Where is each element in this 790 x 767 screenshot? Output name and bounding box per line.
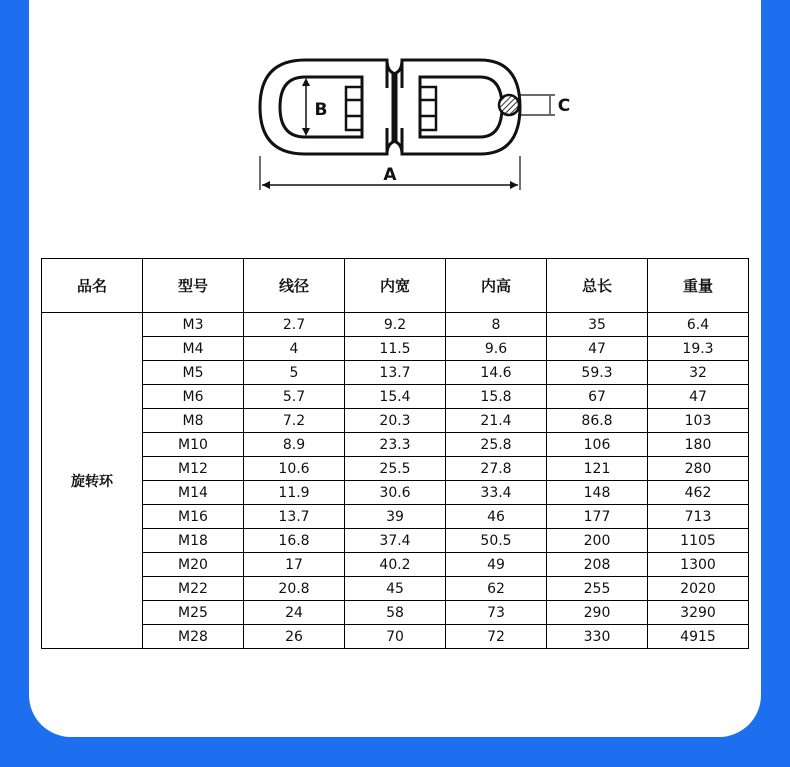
model-cell: M28 bbox=[143, 625, 244, 649]
label-b: B bbox=[314, 100, 328, 120]
label-a: A bbox=[383, 165, 397, 185]
weight-cell: 462 bbox=[648, 481, 749, 505]
inner-height-cell: 15.8 bbox=[446, 385, 547, 409]
model-cell: M6 bbox=[143, 385, 244, 409]
header-total-length: 总长 bbox=[547, 259, 648, 313]
table-row bbox=[42, 337, 749, 361]
weight-cell: 6.4 bbox=[648, 313, 749, 337]
wire-diameter-cell: 4 bbox=[244, 337, 345, 361]
header-inner-width: 内宽 bbox=[345, 259, 446, 313]
inner-width-cell: 13.7 bbox=[345, 361, 446, 385]
inner-height-cell: 14.6 bbox=[446, 361, 547, 385]
weight-cell: 3290 bbox=[648, 601, 749, 625]
table-row bbox=[42, 385, 749, 409]
inner-height-cell: 33.4 bbox=[446, 481, 547, 505]
weight-cell: 103 bbox=[648, 409, 749, 433]
inner-width-cell: 25.5 bbox=[345, 457, 446, 481]
wire-diameter-cell: 11.9 bbox=[244, 481, 345, 505]
wire-diameter-cell: 5.7 bbox=[244, 385, 345, 409]
total-length-cell: 177 bbox=[547, 505, 648, 529]
inner-width-cell: 23.3 bbox=[345, 433, 446, 457]
total-length-cell: 47 bbox=[547, 337, 648, 361]
model-cell: M14 bbox=[143, 481, 244, 505]
wire-diameter-cell: 2.7 bbox=[244, 313, 345, 337]
inner-height-cell: 73 bbox=[446, 601, 547, 625]
wire-diameter-cell: 5 bbox=[244, 361, 345, 385]
inner-height-cell: 49 bbox=[446, 553, 547, 577]
total-length-cell: 86.8 bbox=[547, 409, 648, 433]
swivel-shaft bbox=[387, 60, 402, 154]
total-length-cell: 200 bbox=[547, 529, 648, 553]
inner-width-cell: 11.5 bbox=[345, 337, 446, 361]
weight-cell: 2020 bbox=[648, 577, 749, 601]
spec-table bbox=[41, 258, 749, 649]
inner-width-cell: 58 bbox=[345, 601, 446, 625]
total-length-cell: 121 bbox=[547, 457, 648, 481]
total-length-cell: 148 bbox=[547, 481, 648, 505]
total-length-cell: 290 bbox=[547, 601, 648, 625]
total-length-cell: 330 bbox=[547, 625, 648, 649]
header-product-name: 品名 bbox=[42, 259, 143, 313]
table-row bbox=[42, 529, 749, 553]
inner-height-cell: 21.4 bbox=[446, 409, 547, 433]
wire-diameter-cell: 16.8 bbox=[244, 529, 345, 553]
table-row bbox=[42, 505, 749, 529]
weight-cell: 47 bbox=[648, 385, 749, 409]
total-length-cell: 35 bbox=[547, 313, 648, 337]
model-cell: M12 bbox=[143, 457, 244, 481]
inner-height-cell: 25.8 bbox=[446, 433, 547, 457]
total-length-cell: 67 bbox=[547, 385, 648, 409]
inner-width-cell: 37.4 bbox=[345, 529, 446, 553]
inner-height-cell: 27.8 bbox=[446, 457, 547, 481]
table-body bbox=[42, 313, 749, 649]
header-row bbox=[42, 259, 749, 313]
table-row bbox=[42, 553, 749, 577]
table-row bbox=[42, 577, 749, 601]
label-c: C bbox=[557, 96, 571, 116]
weight-cell: 280 bbox=[648, 457, 749, 481]
header-model: 型号 bbox=[143, 259, 244, 313]
model-cell: M8 bbox=[143, 409, 244, 433]
total-length-cell: 59.3 bbox=[547, 361, 648, 385]
inner-width-cell: 9.2 bbox=[345, 313, 446, 337]
model-cell: M18 bbox=[143, 529, 244, 553]
model-cell: M25 bbox=[143, 601, 244, 625]
inner-width-cell: 30.6 bbox=[345, 481, 446, 505]
inner-height-cell: 9.6 bbox=[446, 337, 547, 361]
model-cell: M10 bbox=[143, 433, 244, 457]
left-nut bbox=[346, 87, 362, 130]
table-row bbox=[42, 481, 749, 505]
table-row bbox=[42, 361, 749, 385]
table-row bbox=[42, 625, 749, 649]
inner-width-cell: 39 bbox=[345, 505, 446, 529]
wire-diameter-cell: 7.2 bbox=[244, 409, 345, 433]
table-row bbox=[42, 409, 749, 433]
table-row bbox=[42, 313, 749, 337]
model-cell: M20 bbox=[143, 553, 244, 577]
wire-diameter-cell: 20.8 bbox=[244, 577, 345, 601]
weight-cell: 19.3 bbox=[648, 337, 749, 361]
total-length-cell: 208 bbox=[547, 553, 648, 577]
table-row bbox=[42, 601, 749, 625]
model-cell: M22 bbox=[143, 577, 244, 601]
right-nut bbox=[420, 87, 436, 130]
total-length-cell: 255 bbox=[547, 577, 648, 601]
header-weight: 重量 bbox=[648, 259, 749, 313]
swivel-ring-diagram bbox=[250, 40, 590, 200]
total-length-cell: 106 bbox=[547, 433, 648, 457]
wire-section bbox=[499, 95, 519, 115]
table-row bbox=[42, 457, 749, 481]
weight-cell: 4915 bbox=[648, 625, 749, 649]
inner-width-cell: 40.2 bbox=[345, 553, 446, 577]
wire-diameter-cell: 10.6 bbox=[244, 457, 345, 481]
weight-cell: 180 bbox=[648, 433, 749, 457]
inner-height-cell: 72 bbox=[446, 625, 547, 649]
model-cell: M16 bbox=[143, 505, 244, 529]
weight-cell: 32 bbox=[648, 361, 749, 385]
inner-height-cell: 62 bbox=[446, 577, 547, 601]
inner-height-cell: 8 bbox=[446, 313, 547, 337]
header-inner-height: 内高 bbox=[446, 259, 547, 313]
weight-cell: 1300 bbox=[648, 553, 749, 577]
model-cell: M3 bbox=[143, 313, 244, 337]
inner-width-cell: 70 bbox=[345, 625, 446, 649]
inner-width-cell: 45 bbox=[345, 577, 446, 601]
inner-height-cell: 46 bbox=[446, 505, 547, 529]
header-wire-diameter: 线径 bbox=[244, 259, 345, 313]
wire-diameter-cell: 24 bbox=[244, 601, 345, 625]
wire-diameter-cell: 8.9 bbox=[244, 433, 345, 457]
wire-diameter-cell: 26 bbox=[244, 625, 345, 649]
product-name-cell: 旋转环 bbox=[42, 313, 143, 649]
wire-diameter-cell: 17 bbox=[244, 553, 345, 577]
wire-diameter-cell: 13.7 bbox=[244, 505, 345, 529]
inner-width-cell: 20.3 bbox=[345, 409, 446, 433]
weight-cell: 1105 bbox=[648, 529, 749, 553]
weight-cell: 713 bbox=[648, 505, 749, 529]
inner-height-cell: 50.5 bbox=[446, 529, 547, 553]
model-cell: M4 bbox=[143, 337, 244, 361]
inner-width-cell: 15.4 bbox=[345, 385, 446, 409]
table-row bbox=[42, 433, 749, 457]
model-cell: M5 bbox=[143, 361, 244, 385]
